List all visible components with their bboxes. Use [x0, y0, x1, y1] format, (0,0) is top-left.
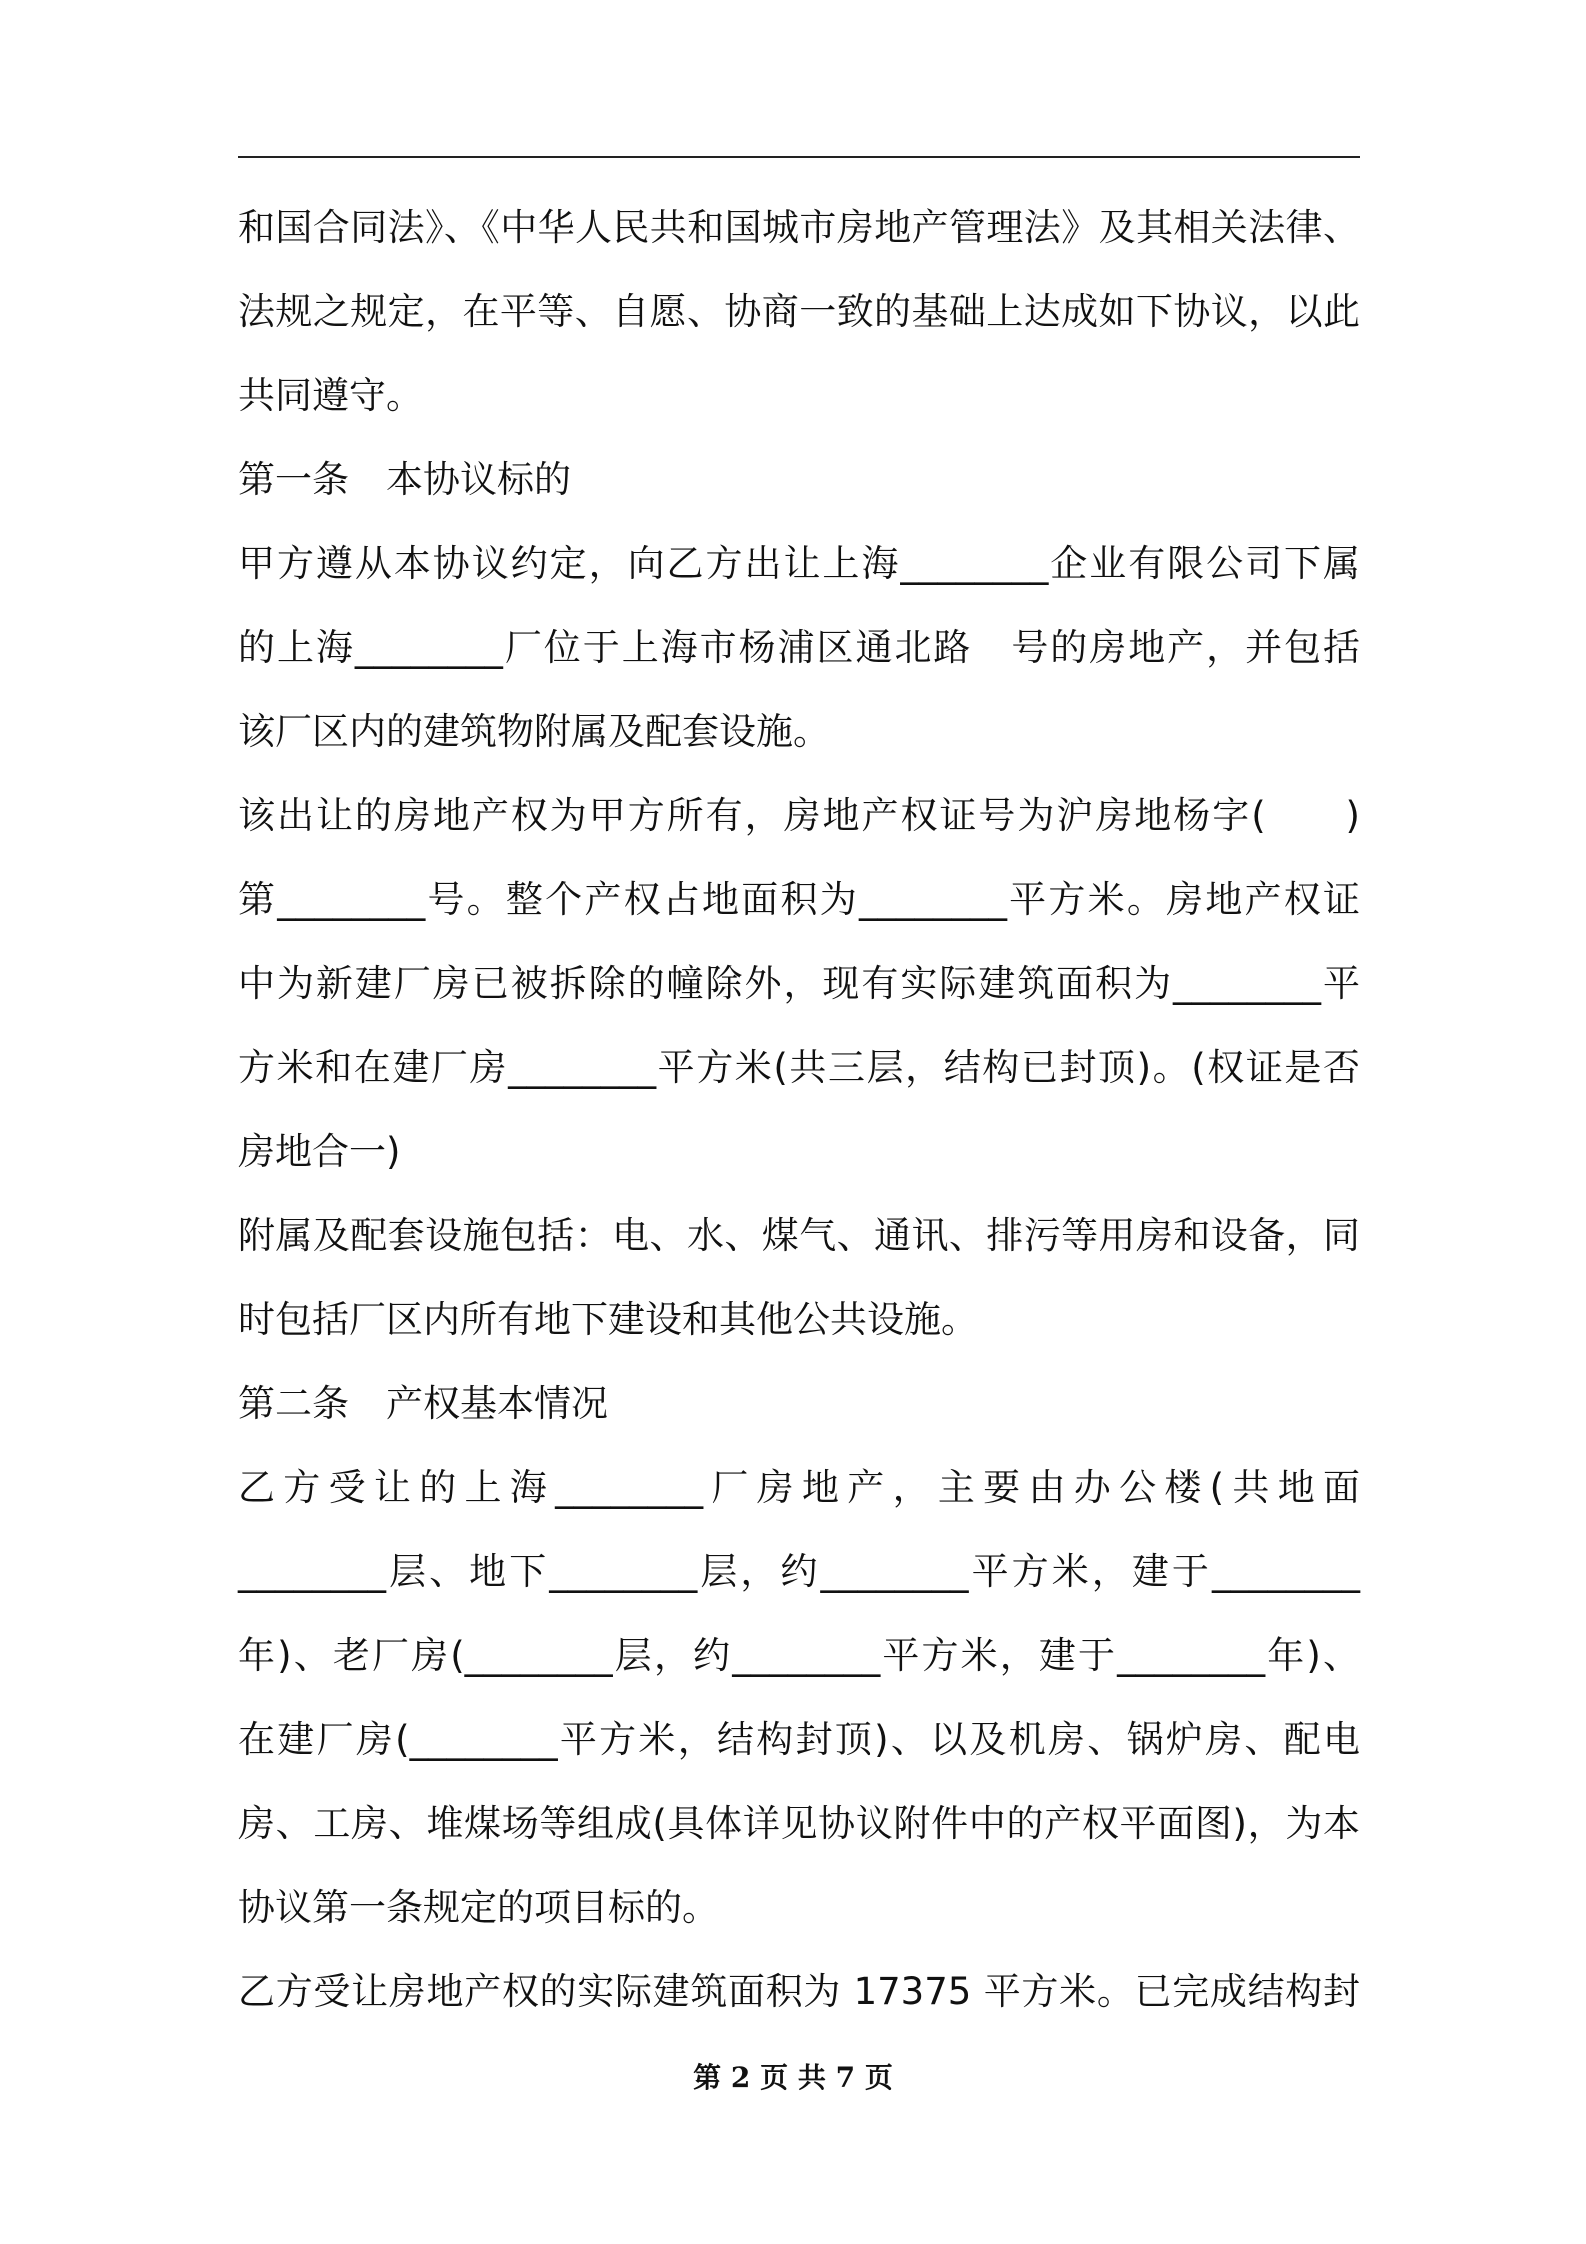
paragraph-line: 甲方遵从本协议约定，向乙方出让上海________企业有限公司下属 [238, 542, 1360, 585]
paragraph-line: 法规之规定，在平等、自愿、协商一致的基础上达成如下协议，以此 [238, 290, 1360, 333]
paragraph-line: 房、工房、堆煤场等组成(具体详见协议附件中的产权平面图)，为本 [238, 1802, 1360, 1845]
paragraph-line: 时包括厂区内所有地下建设和其他公共设施。 [238, 1298, 978, 1341]
paragraph-line: 协议第一条规定的项目标的。 [238, 1886, 719, 1929]
paragraph-line: 该出让的房地产权为甲方所有，房地产权证号为沪房地杨字( ) [238, 794, 1360, 837]
paragraph-line: 的上海________厂位于上海市杨浦区通北路 号的房地产，并包括 [238, 626, 1360, 669]
paragraph-line: 年)、老厂房(________层，约________平方米，建于________年)、 [238, 1634, 1360, 1677]
section-heading-article-2: 第二条 产权基本情况 [238, 1382, 608, 1425]
paragraph-line: 中为新建厂房已被拆除的幢除外，现有实际建筑面积为________平 [238, 962, 1360, 1005]
paragraph-line: 乙方受让房地产权的实际建筑面积为 17375 平方米。已完成结构封 [238, 1970, 1360, 2013]
paragraph-line: ________层、地下________层，约________平方米，建于________ [238, 1550, 1360, 1593]
paragraph-line: 附属及配套设施包括：电、水、煤气、通讯、排污等用房和设备，同 [238, 1214, 1360, 1257]
paragraph-line: 和国合同法》、《中华人民共和国城市房地产管理法》及其相关法律、 [238, 206, 1360, 249]
section-heading-article-1: 第一条 本协议标的 [238, 458, 571, 501]
paragraph-line: 在建厂房(________平方米，结构封顶)、以及机房、锅炉房、配电 [238, 1718, 1360, 1761]
paragraph-line: 共同遵守。 [238, 374, 423, 417]
paragraph-line: 第________号。整个产权占地面积为________平方米。房地产权证 [238, 878, 1360, 921]
paragraph-line: 房地合一) [238, 1130, 401, 1173]
page-number: 第 2 页 共 7 页 [693, 2061, 893, 2094]
paragraph-line: 方米和在建厂房________平方米(共三层，结构已封顶)。(权证是否 [238, 1046, 1360, 1089]
paragraph-line: 该厂区内的建筑物附属及配套设施。 [238, 710, 830, 753]
header-rule [238, 156, 1360, 158]
paragraph-line: 乙方受让的上海________厂房地产，主要由办公楼(共地面 [238, 1466, 1360, 1509]
